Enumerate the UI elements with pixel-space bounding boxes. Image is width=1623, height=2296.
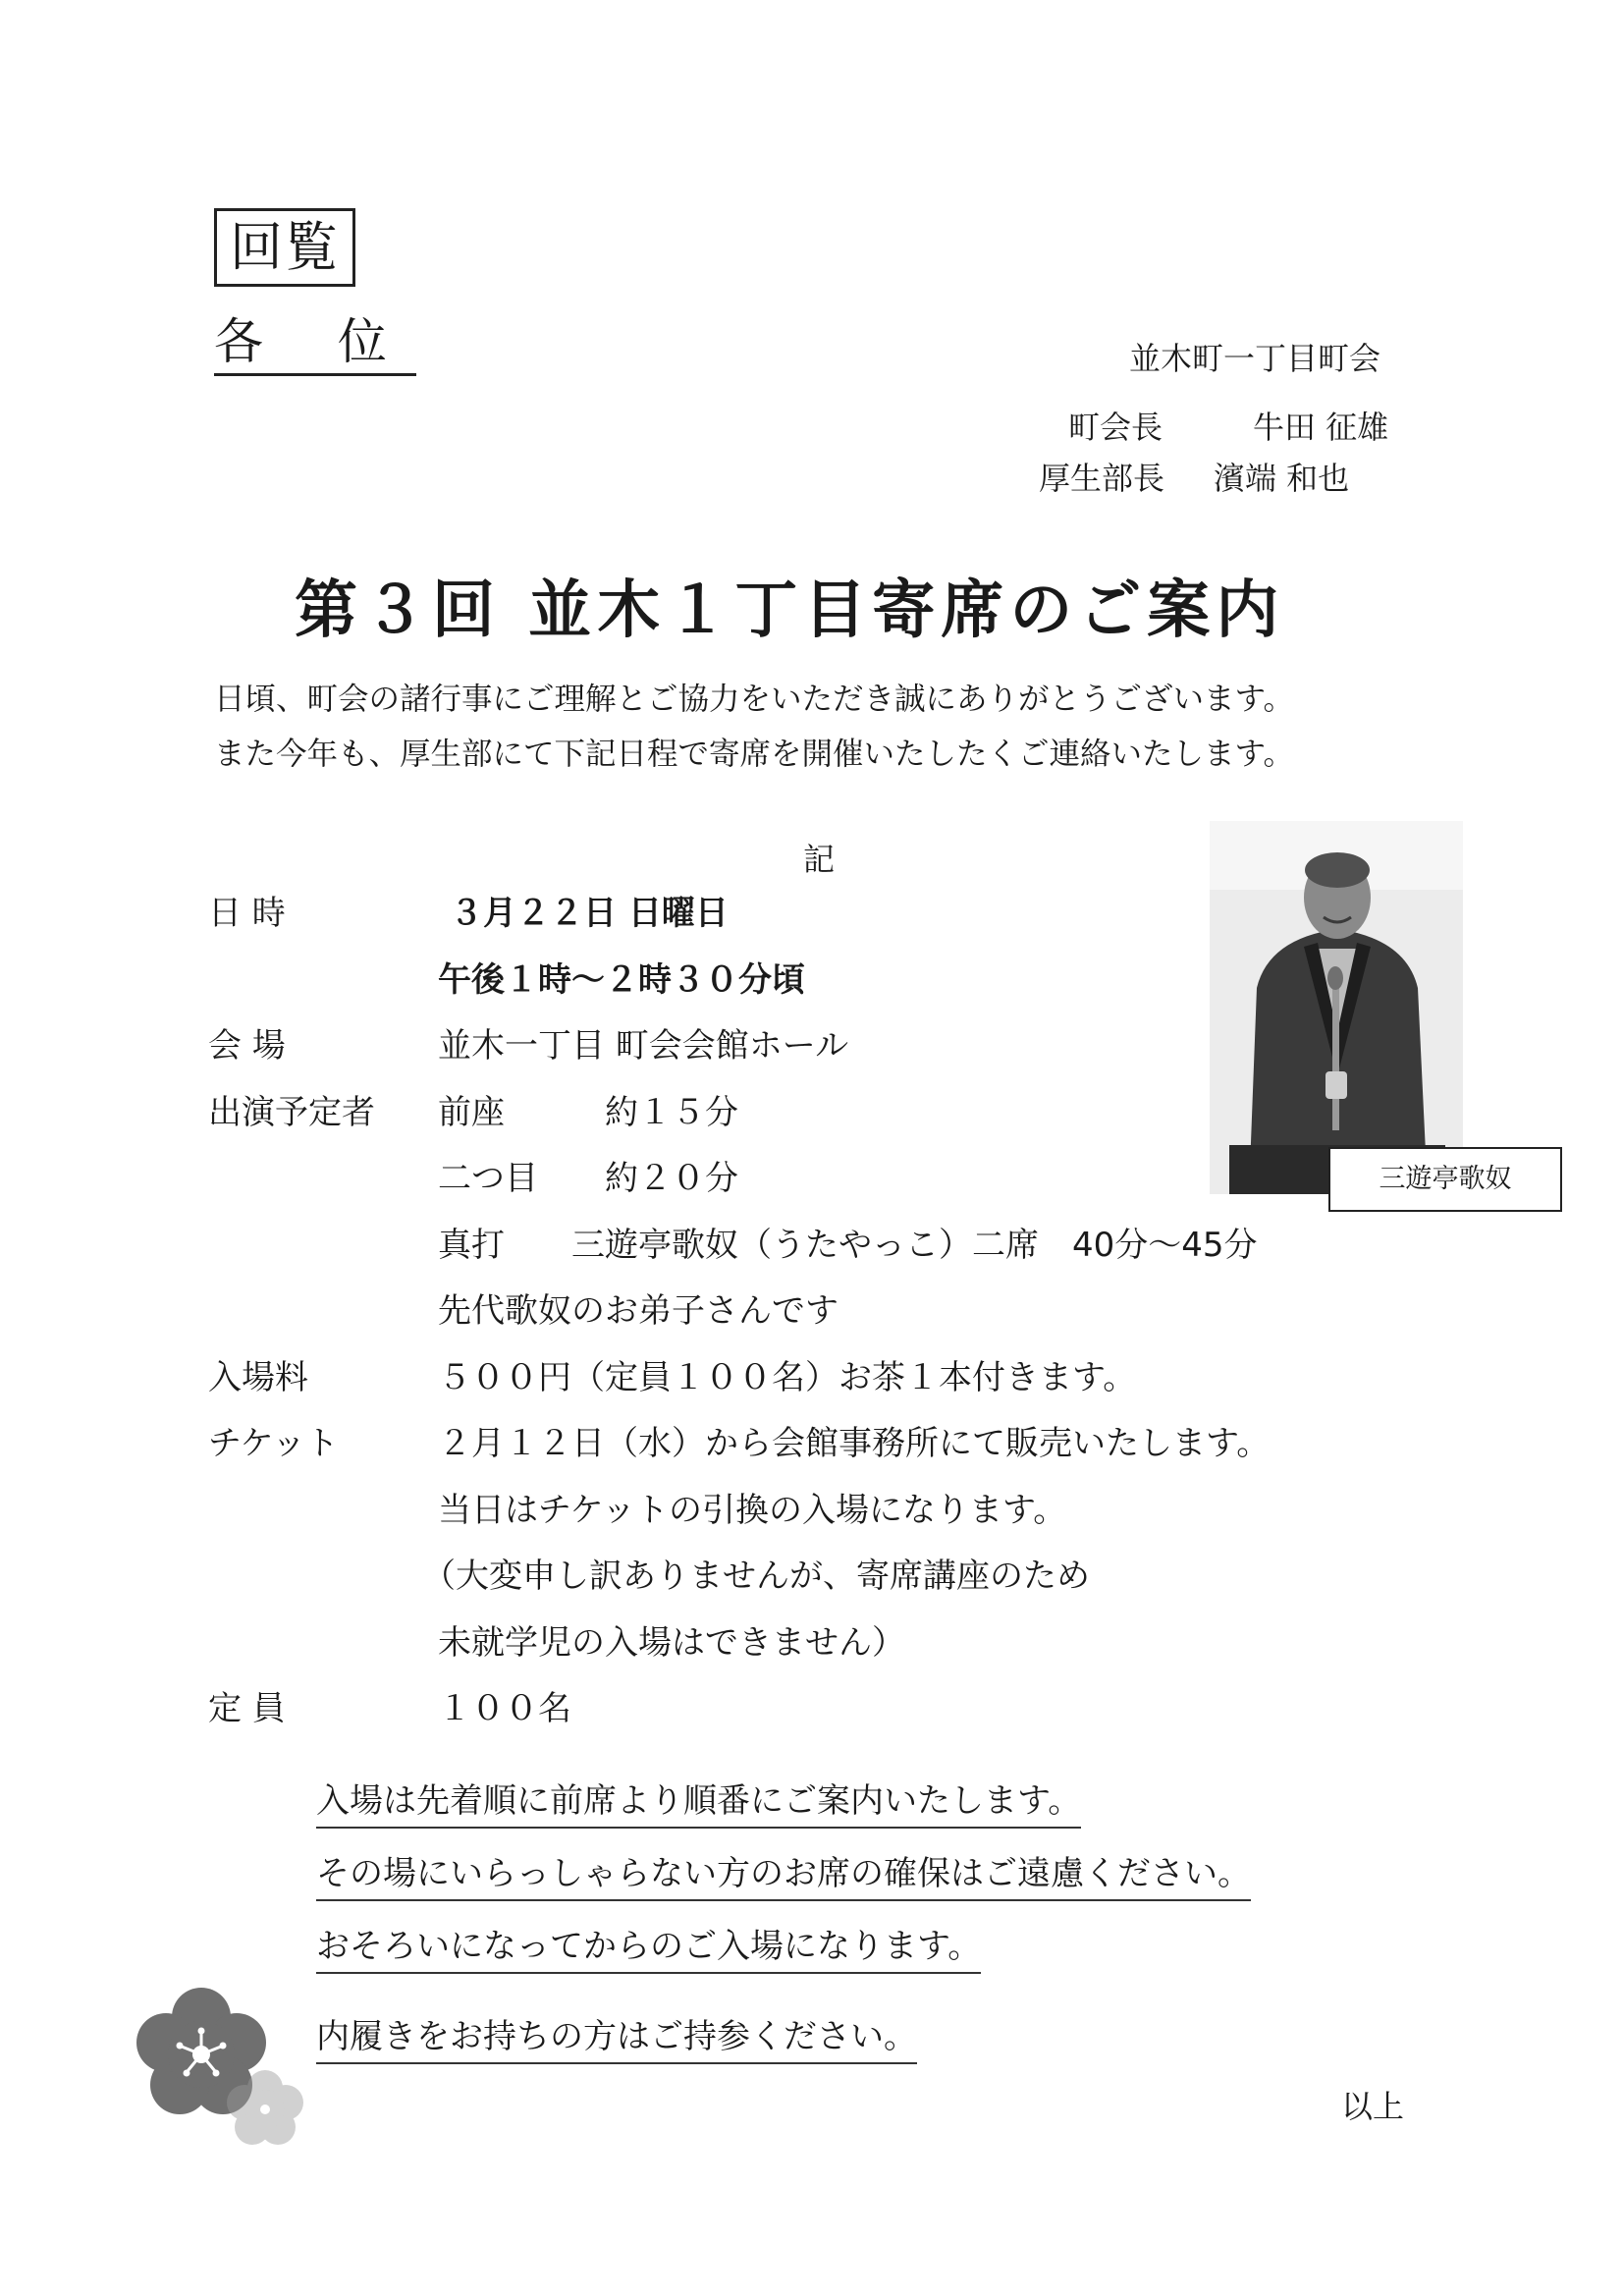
- ticket-line: 未就学児の入場はできません）: [438, 1623, 905, 1663]
- official-name-welfare: 濱端 和也: [1214, 460, 1350, 497]
- performer-line: 真打 三遊亭歌奴（うたやっこ）二席 40分～45分: [438, 1226, 1258, 1265]
- performer-illustration: [1210, 821, 1463, 1194]
- note-line: おそろいになってからのご入場になります。: [316, 1923, 981, 1974]
- performer-line: 先代歌奴のお弟子さんです: [438, 1291, 839, 1331]
- ki-heading: 記: [803, 841, 836, 878]
- official-role-chair: 町会長: [1068, 409, 1163, 446]
- organization-name: 並木町一丁目町会: [1129, 340, 1381, 377]
- page-title: 第３回 並木１丁目寄席のご案内: [295, 574, 1285, 647]
- ticket-line: （大変申し訳ありませんが、寄席講座のため: [422, 1557, 1090, 1596]
- performer-line: 二つ目 約２０分: [438, 1159, 738, 1198]
- performer-line: 前座 約１５分: [438, 1093, 738, 1132]
- venue-value: 並木一丁目 町会会館ホール: [438, 1026, 849, 1066]
- fee-label: 入場料: [208, 1358, 308, 1397]
- capacity-label: 定 員: [208, 1689, 286, 1728]
- event-time: 午後１時～２時３０分頃: [438, 960, 805, 1000]
- ticket-line: ２月１２日（水）から会館事務所にて販売いたします。: [438, 1424, 1271, 1463]
- circulation-stamp: 回覧: [214, 208, 355, 287]
- datetime-label: 日 時: [208, 894, 286, 933]
- official-name-chair: 牛田 征雄: [1253, 409, 1389, 446]
- venue-label: 会 場: [208, 1026, 286, 1066]
- note-line: 内履きをお持ちの方はご持参ください。: [316, 2013, 917, 2064]
- capacity-value: １００名: [438, 1689, 571, 1728]
- closing-text: 以上: [1341, 2088, 1405, 2125]
- ticket-line: 当日はチケットの引換の入場になります。: [438, 1491, 1067, 1530]
- performers-label: 出演予定者: [208, 1093, 375, 1132]
- note-line: 入場は先着順に前席より順番にご案内いたします。: [316, 1777, 1081, 1829]
- recipients-heading: 各 位: [214, 312, 416, 376]
- photo-caption: 三遊亭歌奴: [1328, 1147, 1562, 1212]
- fee-value: ５００円（定員１００名）お茶１本付きます。: [438, 1358, 1137, 1397]
- performer-photo: [1210, 821, 1463, 1194]
- ticket-label: チケット: [208, 1424, 339, 1463]
- note-line: その場にいらっしゃらない方のお席の確保はご遠慮ください。: [316, 1850, 1251, 1901]
- plum-blossom-icon: [128, 1984, 324, 2160]
- intro-line-1: 日頃、町会の諸行事にご理解とご協力をいただき誠にありがとうございます。: [214, 682, 1294, 717]
- event-date: ３月２２日 日曜日: [450, 894, 729, 933]
- intro-line-2: また今年も、厚生部にて下記日程で寄席を開催いたしたくご連絡いたします。: [214, 737, 1294, 772]
- official-role-welfare: 厚生部長: [1039, 460, 1165, 497]
